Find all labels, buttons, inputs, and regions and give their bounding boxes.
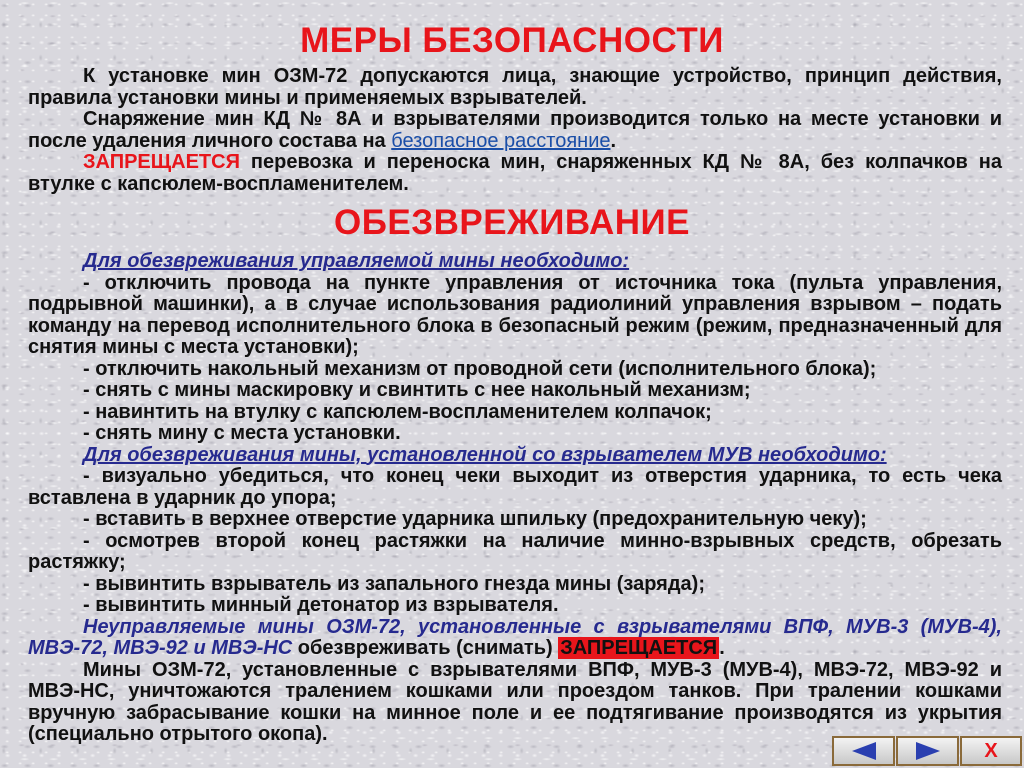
charging-end: . (610, 129, 617, 152)
item-controlled-1: - отключить провода на пункте управления от источника тока (пульта управления, подрывной машинки), а в случае использования радиолиний управления взрывом – подать команду на перевод исполнительного блока в безопасный режим (режим, предназначенный для снятия мины с места установки); (28, 271, 1002, 358)
charging-text: Снаряжение мин КД № 8А и взрывателями производится только на месте установки и после удаления личного состава на (28, 108, 1002, 152)
item-muv-2: - вставить в верхнее отверстие ударника шпильку (предохранительную чеку); (83, 508, 867, 530)
item-controlled-2: - отключить накольный механизм от проводной сети (исполнительного блока); (83, 357, 877, 380)
item-muv-3: - осмотрев второй конец растяжки на наличие минно-взрывных средств, обрезать растяжку; (28, 529, 1002, 573)
unmanaged-end: . (719, 637, 725, 659)
item-muv-1: - визуально убедиться, что конец чеки выходит из отверстия ударника, то есть чека вставлена в ударник до упора; (28, 465, 1002, 509)
controlled-mine-heading: Для обезвреживания управляемой мины необходимо: (83, 250, 630, 272)
close-button[interactable] (960, 736, 1022, 766)
muv-mine-heading: Для обезвреживания мины, установленной со взрывателем МУВ необходимо: (83, 443, 887, 466)
defusing-title: ОБЕЗВРЕЖИВАНИЕ (334, 203, 690, 242)
close-label: Х (984, 739, 998, 762)
paragraph-admission: К установке мин ОЗМ-72 допускаются лица, знающие устройство, принцип действия, правила установки мины и применяемых взрывателей. (28, 65, 1002, 109)
heading-muv-mine (28, 445, 1002, 467)
item-controlled-3: - снять с мины маскировку и свинтить с нее накольный механизм; (83, 379, 751, 401)
item-muv-4: - вывинтить взрыватель из запального гнезда мины (заряда); (83, 572, 705, 595)
previous-slide-button[interactable] (832, 736, 895, 766)
heading-controlled-mine (28, 251, 1002, 273)
safety-measures-text (28, 66, 1002, 195)
item-controlled-4: - навинтить на втулку с капсюлем-воспламенителем колпачок; (83, 400, 712, 423)
paragraph-forbidden (28, 152, 1002, 195)
next-slide-button[interactable] (896, 736, 959, 766)
paragraph-unmanaged (28, 617, 1002, 660)
unmanaged-mines-label: Неуправляемые мины ОЗМ-72, установленные с взрывателями ВПФ, МУВ-3 (МУВ-4), МВЭ-72, МВЭ-92 и МВЭ-НС (28, 615, 1002, 659)
item-controlled-5: - снять мину с места установки. (83, 422, 401, 444)
arrow-right-icon (910, 741, 946, 761)
defusing-text (28, 251, 1002, 746)
unmanaged-forbidden-label: ЗАПРЕЩАЕТСЯ (560, 637, 718, 659)
arrow-left-icon (846, 741, 882, 761)
unmanaged-text: обезвреживать (снимать) (292, 637, 559, 659)
paragraph-trawling: Мины ОЗМ-72, установленные с взрывателями ВПФ, МУВ-3 (МУВ-4), МВЭ-72, МВЭ-92 и МВЭ-НС, уничтожаются тралением кошками или проездом танков. При тралении кошками вручную забрасывание кошки на минное поле и ее подтягивание производятся из укрытия (специально отрытого окопа). (28, 658, 1002, 745)
paragraph-charging (28, 109, 1002, 152)
item-muv-5: - вывинтить минный детонатор из взрывателя. (83, 594, 559, 616)
forbidden-text: перевозка и переноска мин, снаряженных КД № 8А, без колпачков на втулке с капсюлем-воспламенителем. (28, 151, 1002, 195)
safe-distance-link[interactable]: безопасное расстояние (391, 129, 611, 152)
forbidden-label: ЗАПРЕЩАЕТСЯ (83, 151, 240, 173)
safety-measures-title: МЕРЫ БЕЗОПАСНОСТИ (300, 21, 724, 60)
